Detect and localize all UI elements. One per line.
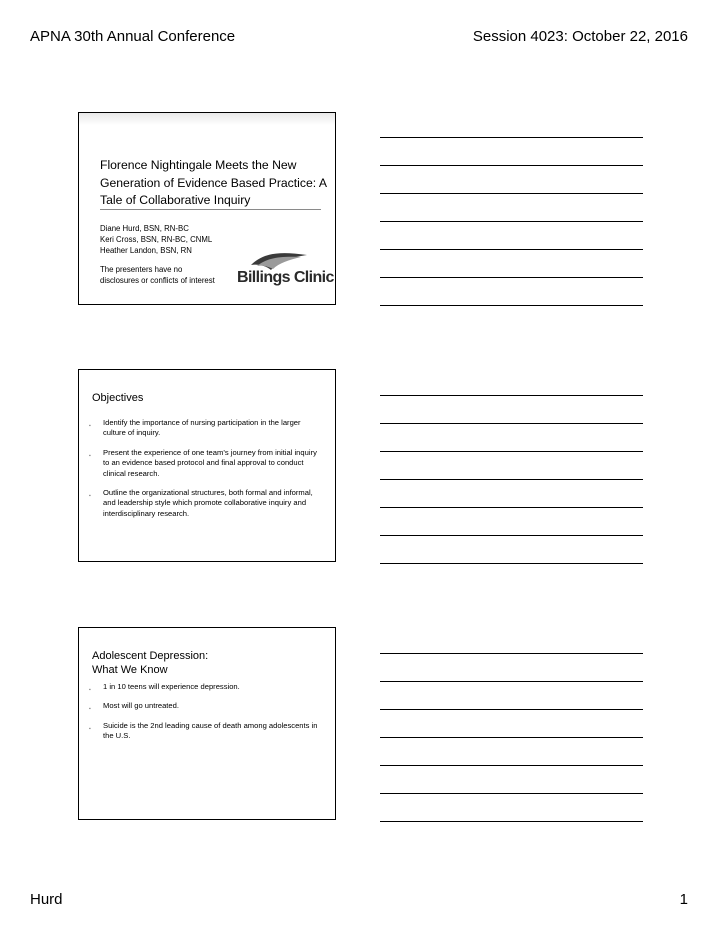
note-line xyxy=(380,479,643,480)
note-line xyxy=(380,709,643,710)
list-item: ▪ Present the experience of one team’s journey from initial inquiry to an evidence based protocol and final approval to conduct clinical research. xyxy=(89,447,317,478)
page-number: 1 xyxy=(679,891,688,908)
bullet-icon: ▪ xyxy=(89,423,91,429)
note-line xyxy=(380,423,643,424)
author-line: Heather Landon, BSN, RN xyxy=(100,246,192,255)
facts-list xyxy=(89,682,325,751)
slide-header-band xyxy=(79,113,335,125)
author-line: Keri Cross, BSN, RN-BC, CNML xyxy=(100,235,213,244)
author-line: Diane Hurd, BSN, RN-BC xyxy=(100,224,189,233)
slide-1-thumbnail xyxy=(78,112,336,305)
header-session-date: Session 4023: October 22, 2016 xyxy=(472,28,688,45)
list-item: ▪ 1 in 10 teens will experience depression. xyxy=(89,682,325,692)
note-line xyxy=(380,535,643,536)
disclosure-text: The presenters have no disclosures or conflicts of interest xyxy=(100,265,215,285)
billings-clinic-logo xyxy=(237,251,334,291)
bullet-icon: ▪ xyxy=(89,687,91,693)
note-line xyxy=(380,221,643,222)
note-line xyxy=(380,137,643,138)
slide-2-thumbnail xyxy=(78,369,336,562)
note-line xyxy=(380,395,643,396)
note-line xyxy=(380,793,643,794)
header-conference-title: APNA 30th Annual Conference xyxy=(30,28,236,45)
flag-icon xyxy=(249,251,309,271)
note-line xyxy=(380,507,643,508)
note-line xyxy=(380,451,643,452)
note-line xyxy=(380,305,643,306)
title-divider xyxy=(100,209,321,210)
bullet-icon: ▪ xyxy=(89,725,91,732)
note-line xyxy=(380,653,643,654)
slide-3-title: Adolescent Depression: What We Know xyxy=(92,650,209,676)
slide-1-title: Florence Nightingale Meets the New Generation of Evidence Based Practice: A Tale of Collaborative Inquiry xyxy=(100,158,327,207)
list-item: ▪ Suicide is the 2nd leading cause of death among adolescents in the U.S. xyxy=(89,720,318,741)
slide-2-title: Objectives xyxy=(92,392,144,404)
note-line xyxy=(380,277,643,278)
note-line xyxy=(380,563,643,564)
list-item: ▪ Identify the importance of nursing participation in the larger culture of inquiry. xyxy=(89,418,301,438)
bullet-icon: ▪ xyxy=(89,493,91,500)
bullet-icon: ▪ xyxy=(89,706,91,713)
logo-wordmark: Billings Clinic xyxy=(237,269,334,286)
objectives-list xyxy=(89,418,325,528)
footer-author: Hurd xyxy=(30,891,63,908)
bullet-icon: ▪ xyxy=(89,452,91,459)
author-list xyxy=(100,223,212,256)
list-item: ▪ Outline the organizational structures, both formal and informal, and leadership style which promote collaborative inquiry and interdisciplinary research. xyxy=(89,488,313,518)
note-line xyxy=(380,821,643,822)
note-line xyxy=(380,165,643,166)
note-line xyxy=(380,681,643,682)
note-line xyxy=(380,193,643,194)
note-line xyxy=(380,765,643,766)
note-line xyxy=(380,737,643,738)
note-line xyxy=(380,249,643,250)
list-item: ▪ Most will go untreated. xyxy=(89,701,325,711)
slide-3-thumbnail xyxy=(78,627,336,820)
